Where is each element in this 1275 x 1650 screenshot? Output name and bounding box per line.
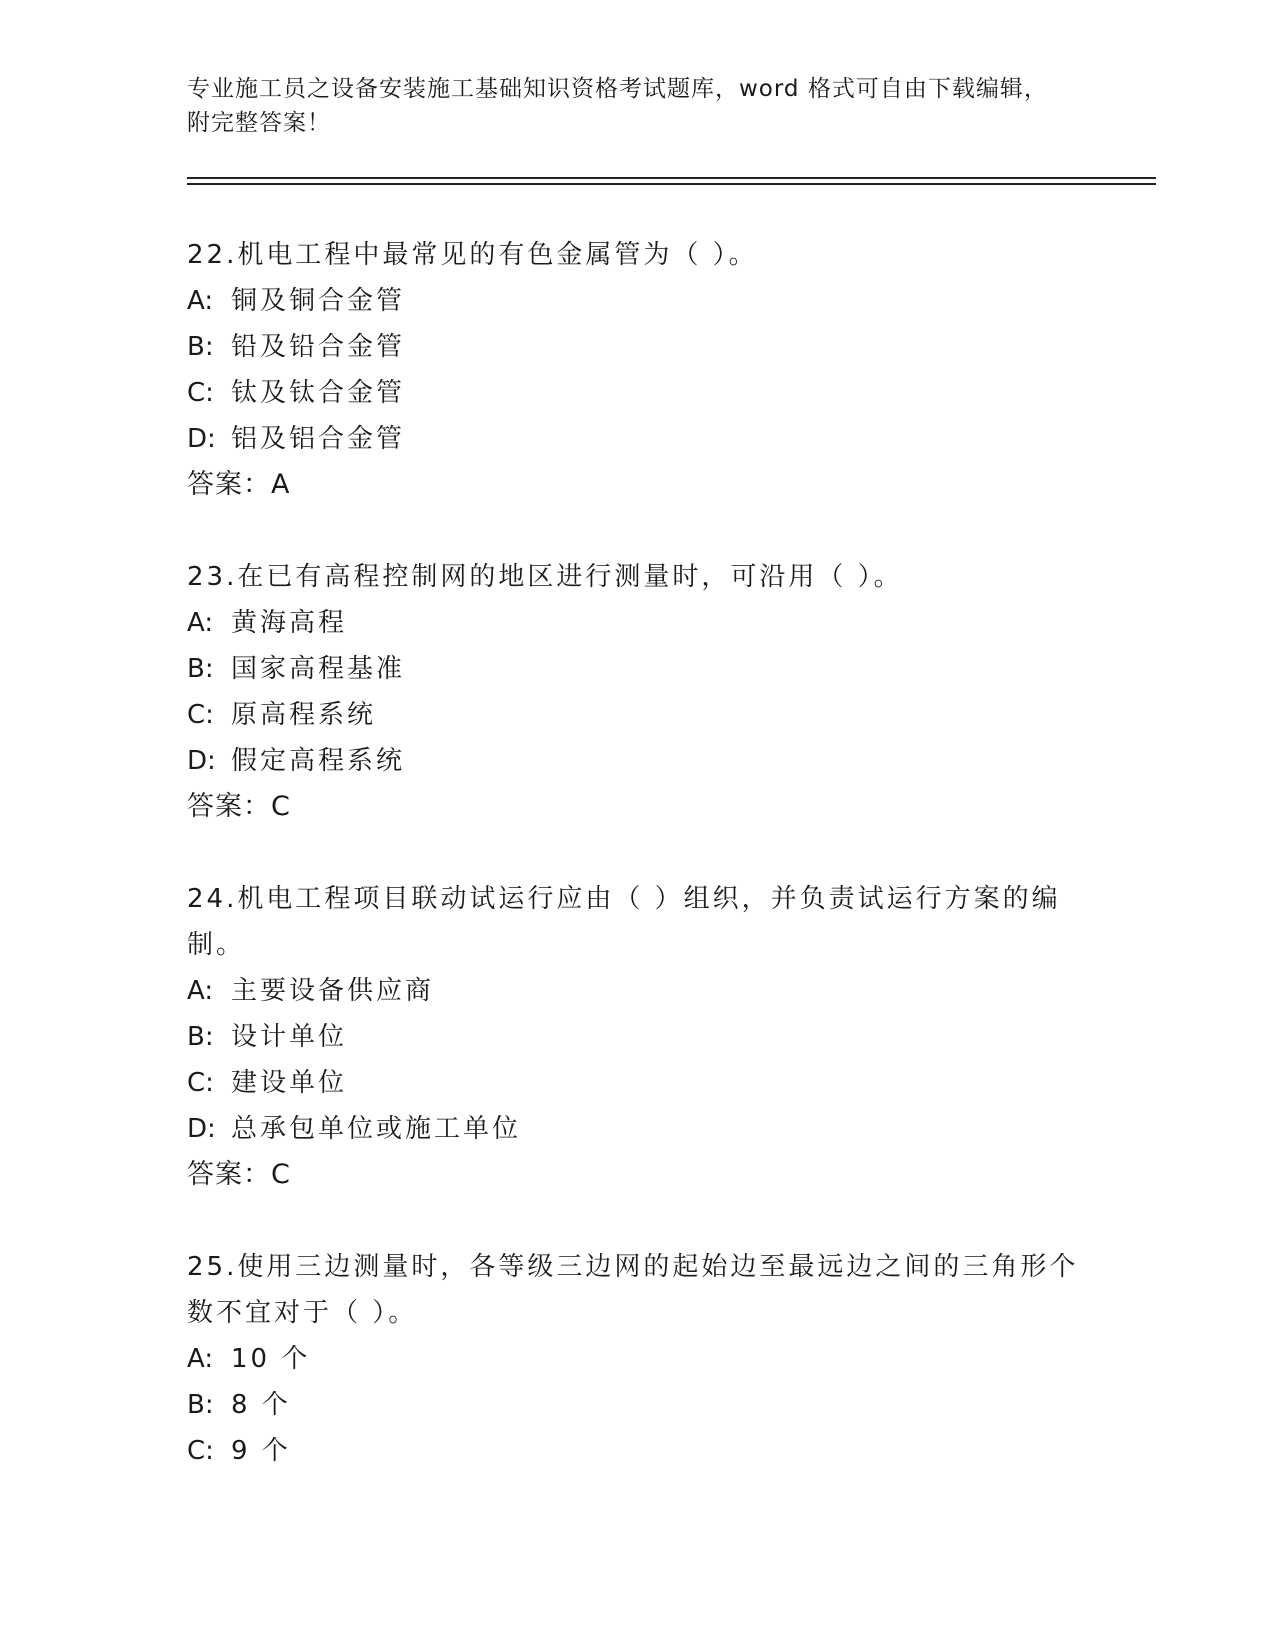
option-letter: B: bbox=[187, 332, 214, 362]
answer-line: 答案：A bbox=[187, 469, 291, 500]
option-letter: D: bbox=[187, 424, 216, 454]
option-a bbox=[187, 968, 1087, 1014]
document-header bbox=[187, 72, 1087, 140]
option-c bbox=[187, 692, 1087, 738]
option-b bbox=[187, 1382, 1087, 1428]
option-text: 国家高程基准 bbox=[231, 654, 406, 684]
option-c bbox=[187, 370, 1087, 416]
option-text: 黄海高程 bbox=[231, 608, 348, 638]
option-letter: D: bbox=[187, 1114, 216, 1144]
option-d bbox=[187, 416, 1087, 462]
option-letter: A: bbox=[187, 286, 214, 316]
header-divider-bottom bbox=[187, 183, 1156, 185]
header-divider-top bbox=[187, 177, 1156, 179]
option-letter: B: bbox=[187, 1022, 214, 1052]
option-text: 建设单位 bbox=[231, 1068, 348, 1098]
option-letter: C: bbox=[187, 700, 214, 730]
option-text: 8 个 bbox=[231, 1390, 291, 1420]
option-letter: C: bbox=[187, 378, 214, 408]
answer-line: 答案：C bbox=[187, 791, 291, 822]
option-text: 10 个 bbox=[231, 1344, 311, 1374]
option-text: 钛及钛合金管 bbox=[231, 378, 406, 408]
option-b bbox=[187, 646, 1087, 692]
question-text: 23.在已有高程控制网的地区进行测量时，可沿用（ ）。 bbox=[187, 562, 903, 592]
option-letter: D: bbox=[187, 746, 216, 776]
option-b bbox=[187, 1014, 1087, 1060]
option-letter: B: bbox=[187, 1390, 214, 1420]
option-letter: A: bbox=[187, 1344, 214, 1374]
option-d bbox=[187, 1106, 1087, 1152]
question-list bbox=[187, 232, 1087, 1520]
question-text: 24.机电工程项目联动试运行应由（ ）组织，并负责试运行方案的编制。 bbox=[187, 884, 1061, 960]
header-line-2: 附完整答案！ bbox=[187, 110, 331, 136]
option-b bbox=[187, 324, 1087, 370]
option-text: 原高程系统 bbox=[231, 700, 377, 730]
option-text: 总承包单位或施工单位 bbox=[231, 1114, 522, 1144]
question-text: 25.使用三边测量时，各等级三边网的起始边至最远边之间的三角形个数不宜对于（ ）。 bbox=[187, 1252, 1079, 1328]
option-letter: C: bbox=[187, 1436, 214, 1466]
option-c bbox=[187, 1428, 1087, 1474]
option-text: 主要设备供应商 bbox=[231, 976, 435, 1006]
option-text: 设计单位 bbox=[231, 1022, 348, 1052]
question-text: 22.机电工程中最常见的有色金属管为（ ）。 bbox=[187, 240, 758, 270]
option-a bbox=[187, 1336, 1087, 1382]
option-letter: A: bbox=[187, 976, 214, 1006]
option-text: 铅及铅合金管 bbox=[231, 332, 406, 362]
option-c bbox=[187, 1060, 1087, 1106]
question-23 bbox=[187, 554, 1087, 830]
header-line-1: 专业施工员之设备安装施工基础知识资格考试题库，word 格式可自由下载编辑， bbox=[187, 76, 1048, 102]
option-text: 9 个 bbox=[231, 1436, 291, 1466]
option-text: 铜及铜合金管 bbox=[231, 286, 406, 316]
option-a bbox=[187, 600, 1087, 646]
question-24 bbox=[187, 876, 1087, 1198]
option-text: 铝及铝合金管 bbox=[231, 424, 406, 454]
option-letter: A: bbox=[187, 608, 214, 638]
answer-line: 答案：C bbox=[187, 1159, 291, 1190]
option-d bbox=[187, 738, 1087, 784]
option-text: 假定高程系统 bbox=[231, 746, 406, 776]
option-letter: C: bbox=[187, 1068, 214, 1098]
question-22 bbox=[187, 232, 1087, 508]
option-letter: B: bbox=[187, 654, 214, 684]
question-25 bbox=[187, 1244, 1087, 1474]
option-a bbox=[187, 278, 1087, 324]
